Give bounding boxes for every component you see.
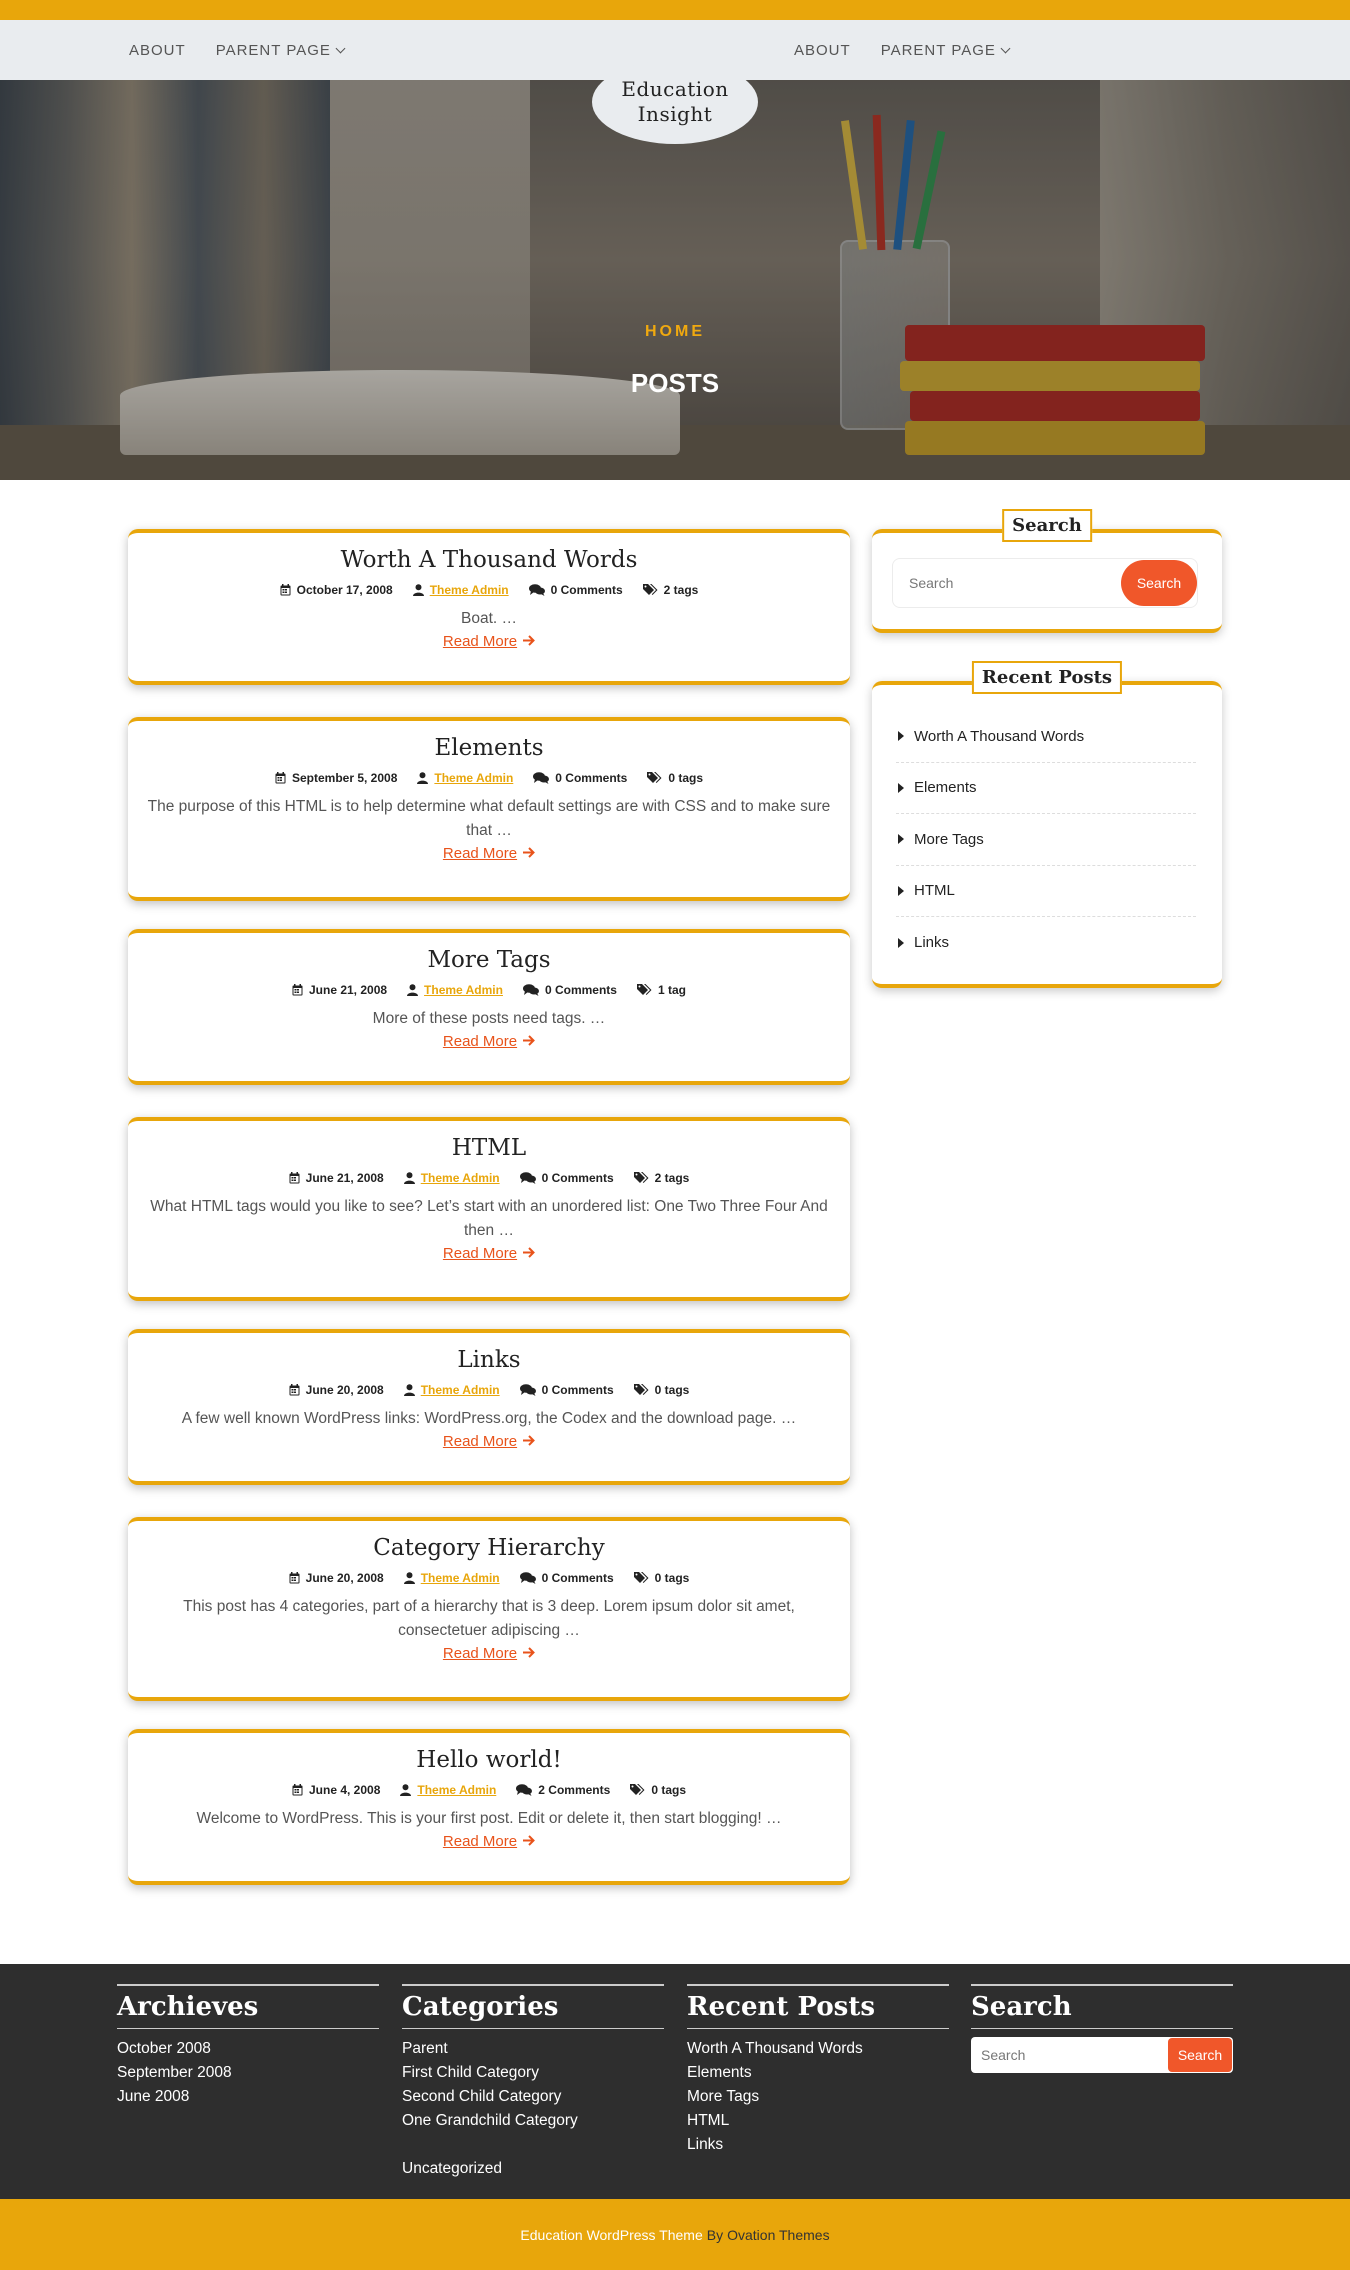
caret-right-icon xyxy=(898,938,904,948)
recent-post-link[interactable] xyxy=(896,917,1196,969)
theme-author-link[interactable]: Ovation Themes xyxy=(727,2226,830,2243)
footer-recent-posts xyxy=(687,1984,949,2157)
footer-search-input[interactable] xyxy=(971,2037,1233,2073)
post-meta xyxy=(128,1571,850,1585)
arrow-right-icon xyxy=(523,1833,535,1850)
post-author-link[interactable]: Theme Admin xyxy=(420,1571,500,1585)
read-more-label: Read More xyxy=(442,845,518,862)
post-date: June 20, 2008 xyxy=(305,1383,384,1397)
comments-icon xyxy=(520,1384,536,1396)
post-tags: 1 tag xyxy=(657,983,686,997)
post-comments: 0 Comments xyxy=(541,1571,614,1585)
breadcrumb[interactable] xyxy=(0,323,1350,341)
tags-icon xyxy=(634,1572,649,1584)
read-more-link[interactable] xyxy=(443,1245,535,1262)
widget-title: Recent Posts xyxy=(972,661,1122,694)
post-title[interactable]: Category Hierarchy xyxy=(373,1535,605,1561)
site-logo[interactable] xyxy=(592,60,758,144)
category-link[interactable]: Parent xyxy=(402,2040,448,2057)
archives-list xyxy=(117,2037,379,2109)
recent-posts-list xyxy=(896,711,1196,969)
read-more-link[interactable] xyxy=(443,1033,535,1050)
read-more-label: Read More xyxy=(442,1433,518,1450)
user-icon xyxy=(413,584,424,596)
post-author-link[interactable]: Theme Admin xyxy=(417,1783,497,1797)
calendar-icon xyxy=(289,1172,300,1184)
post-tags: 0 tags xyxy=(651,1783,686,1797)
recent-post-link[interactable] xyxy=(896,866,1196,918)
post-meta xyxy=(128,583,850,597)
post-excerpt: This post has 4 categories, part of a hierarchy that is 3 deep. Lorem ipsum dolor sit amet, consectetuer adipiscing … xyxy=(183,1598,795,1639)
comments-icon xyxy=(516,1784,532,1796)
calendar-icon xyxy=(292,984,303,996)
archive-link[interactable]: October 2008 xyxy=(117,2040,211,2057)
post-card xyxy=(128,1517,850,1701)
archive-link[interactable]: June 2008 xyxy=(117,2088,190,2105)
post-card xyxy=(128,1117,850,1301)
post-title[interactable]: HTML xyxy=(451,1135,527,1161)
archive-link[interactable]: September 2008 xyxy=(117,2064,232,2081)
user-icon xyxy=(404,1172,415,1184)
post-comments: 2 Comments xyxy=(538,1783,611,1797)
post-date: June 4, 2008 xyxy=(308,1783,381,1797)
calendar-icon xyxy=(289,1384,300,1396)
footer-categories xyxy=(402,1984,664,2181)
post-tags: 0 tags xyxy=(654,1383,690,1397)
user-icon xyxy=(400,1784,411,1796)
post-card xyxy=(128,529,850,685)
post-title[interactable]: Elements xyxy=(434,735,544,761)
arrow-right-icon xyxy=(523,1245,535,1262)
chevron-down-icon xyxy=(1000,43,1010,53)
page-title: POSTS xyxy=(630,368,720,398)
post-comments: 0 Comments xyxy=(550,583,623,597)
post-excerpt: Boat. … xyxy=(461,610,517,627)
search-placeholder: Search xyxy=(981,2047,1026,2063)
post-excerpt: What HTML tags would you like to see? Let’s start with an unordered list: One Two Three Four And then … xyxy=(150,1198,828,1239)
post-date: October 17, 2008 xyxy=(296,583,393,597)
comments-icon xyxy=(520,1572,536,1584)
footer-widget-title: Search xyxy=(971,1986,1233,2029)
arrow-right-icon xyxy=(523,633,535,650)
post-title[interactable]: Links xyxy=(457,1347,521,1373)
category-link[interactable]: One Grandchild Category xyxy=(402,2112,578,2129)
read-more-link[interactable] xyxy=(443,845,535,862)
post-comments: 0 Comments xyxy=(555,771,628,785)
post-author-link[interactable]: Theme Admin xyxy=(429,583,509,597)
post-excerpt: Welcome to WordPress. This is your first post. Edit or delete it, then start blogging! … xyxy=(196,1810,782,1827)
tags-icon xyxy=(634,1384,649,1396)
post-comments: 0 Comments xyxy=(541,1171,614,1185)
post-tags: 2 tags xyxy=(663,583,699,597)
post-author-link[interactable]: Theme Admin xyxy=(420,1171,500,1185)
post-meta xyxy=(128,771,850,785)
post-tags: 0 tags xyxy=(654,1571,690,1585)
caret-right-icon xyxy=(898,886,904,896)
caret-right-icon xyxy=(898,783,904,793)
sidebar-recent-posts-widget xyxy=(872,667,1222,988)
recent-post-label: More Tags xyxy=(914,830,984,848)
recent-post-link[interactable]: Elements xyxy=(687,2064,752,2081)
nav-item-parent-page[interactable] xyxy=(881,42,1009,59)
post-date: June 21, 2008 xyxy=(308,983,388,997)
credit-by-text: By xyxy=(706,2226,724,2243)
footer-widget-title: Archieves xyxy=(117,1986,379,2029)
caret-right-icon xyxy=(898,834,904,844)
footer-search xyxy=(971,1984,1233,2073)
calendar-icon xyxy=(280,584,291,596)
post-meta xyxy=(128,983,850,997)
user-icon xyxy=(404,1572,415,1584)
nav-item-parent-page[interactable] xyxy=(216,42,344,59)
site-title-line: Insight xyxy=(637,102,713,126)
tags-icon xyxy=(637,984,652,996)
post-meta xyxy=(128,1383,850,1397)
read-more-label: Read More xyxy=(442,1033,518,1050)
recent-post-link[interactable]: More Tags xyxy=(687,2088,760,2105)
arrow-right-icon xyxy=(523,845,535,862)
nav-item-label: ABOUT xyxy=(794,41,851,59)
recent-post-link[interactable] xyxy=(896,711,1196,763)
nav-item-about[interactable] xyxy=(794,42,851,59)
arrow-right-icon xyxy=(523,1033,535,1050)
comments-icon xyxy=(520,1172,536,1184)
read-more-label: Read More xyxy=(442,633,518,650)
read-more-link[interactable] xyxy=(443,1833,535,1850)
arrow-right-icon xyxy=(523,1645,535,1662)
post-title[interactable]: Hello world! xyxy=(416,1747,562,1773)
breadcrumb-home-link[interactable]: HOME xyxy=(645,323,705,340)
search-placeholder: Search xyxy=(909,575,954,591)
sidebar-search-input[interactable] xyxy=(892,558,1198,608)
footer-widget-title: Categories xyxy=(402,1986,664,2029)
caret-right-icon xyxy=(898,731,904,741)
recent-post-label: Worth A Thousand Words xyxy=(914,727,1085,745)
comments-icon xyxy=(529,584,545,596)
post-title[interactable]: More Tags xyxy=(427,947,551,973)
user-icon xyxy=(407,984,418,996)
theme-credit-link[interactable]: Education WordPress Theme xyxy=(520,2226,703,2243)
read-more-link[interactable] xyxy=(443,1433,535,1450)
read-more-label: Read More xyxy=(442,1645,518,1662)
recent-post-link[interactable] xyxy=(896,814,1196,866)
nav-item-label: PARENT PAGE xyxy=(215,41,331,59)
post-card xyxy=(128,717,850,901)
sidebar-search-widget xyxy=(872,515,1222,633)
post-title[interactable]: Worth A Thousand Words xyxy=(340,547,638,573)
post-card xyxy=(128,1329,850,1485)
recent-post-label: Links xyxy=(914,934,950,952)
recent-post-link[interactable]: Links xyxy=(687,2136,724,2153)
category-link[interactable]: Uncategorized xyxy=(402,2160,502,2177)
post-meta xyxy=(128,1171,850,1185)
tags-icon xyxy=(643,584,658,596)
nav-menu-right xyxy=(794,20,1009,80)
user-icon xyxy=(417,772,428,784)
category-link[interactable]: Second Child Category xyxy=(402,2088,562,2105)
footer-widget-title: Recent Posts xyxy=(687,1986,949,2029)
nav-item-about[interactable] xyxy=(129,42,186,59)
widget-title: Search xyxy=(1002,509,1092,542)
tags-icon xyxy=(634,1172,649,1184)
read-more-link[interactable] xyxy=(443,633,535,650)
footer-recent-list xyxy=(687,2037,949,2157)
recent-post-link[interactable] xyxy=(896,763,1196,815)
footer-search-button[interactable]: Search xyxy=(1168,2038,1232,2072)
recent-post-link[interactable]: HTML xyxy=(687,2112,730,2129)
footer-archives xyxy=(117,1984,379,2109)
nav-item-label: ABOUT xyxy=(129,41,186,59)
post-excerpt: The purpose of this HTML is to help determine what default settings are with CSS and to make sure that … xyxy=(147,798,831,839)
post-comments: 0 Comments xyxy=(544,983,617,997)
comments-icon xyxy=(523,984,539,996)
sidebar-search-button[interactable]: Search xyxy=(1121,560,1197,606)
post-tags: 0 tags xyxy=(668,771,704,785)
post-date: June 20, 2008 xyxy=(305,1571,384,1585)
comments-icon xyxy=(533,772,549,784)
calendar-icon xyxy=(275,772,286,784)
post-excerpt: More of these posts need tags. … xyxy=(372,1010,606,1027)
post-tags: 2 tags xyxy=(654,1171,690,1185)
categories-list xyxy=(402,2037,664,2181)
calendar-icon xyxy=(292,1784,303,1796)
tags-icon xyxy=(630,1784,645,1796)
top-accent-bar xyxy=(0,0,1350,20)
calendar-icon xyxy=(289,1572,300,1584)
recent-post-link[interactable]: Worth A Thousand Words xyxy=(687,2040,863,2057)
post-author-link[interactable]: Theme Admin xyxy=(424,983,503,997)
copyright-bar xyxy=(0,2199,1350,2270)
read-more-label: Read More xyxy=(442,1245,518,1262)
post-card xyxy=(128,929,850,1085)
chevron-down-icon xyxy=(335,43,345,53)
site-footer xyxy=(0,1964,1350,2199)
post-card xyxy=(128,1729,850,1885)
post-author-link[interactable]: Theme Admin xyxy=(434,771,514,785)
nav-menu-left xyxy=(129,20,344,80)
post-excerpt: A few well known WordPress links: WordPress.org, the Codex and the download page. … xyxy=(181,1410,797,1427)
post-comments: 0 Comments xyxy=(541,1383,614,1397)
post-author-link[interactable]: Theme Admin xyxy=(420,1383,500,1397)
user-icon xyxy=(404,1384,415,1396)
tags-icon xyxy=(647,772,662,784)
site-title-line: Education xyxy=(621,77,729,101)
category-link[interactable]: First Child Category xyxy=(402,2064,539,2081)
read-more-label: Read More xyxy=(442,1833,518,1850)
post-date: September 5, 2008 xyxy=(291,771,398,785)
post-date: June 21, 2008 xyxy=(305,1171,384,1185)
recent-post-label: HTML xyxy=(914,882,955,900)
read-more-link[interactable] xyxy=(443,1645,535,1662)
post-meta xyxy=(128,1783,850,1797)
nav-item-label: PARENT PAGE xyxy=(880,41,996,59)
arrow-right-icon xyxy=(523,1433,535,1450)
recent-post-label: Elements xyxy=(914,779,977,797)
